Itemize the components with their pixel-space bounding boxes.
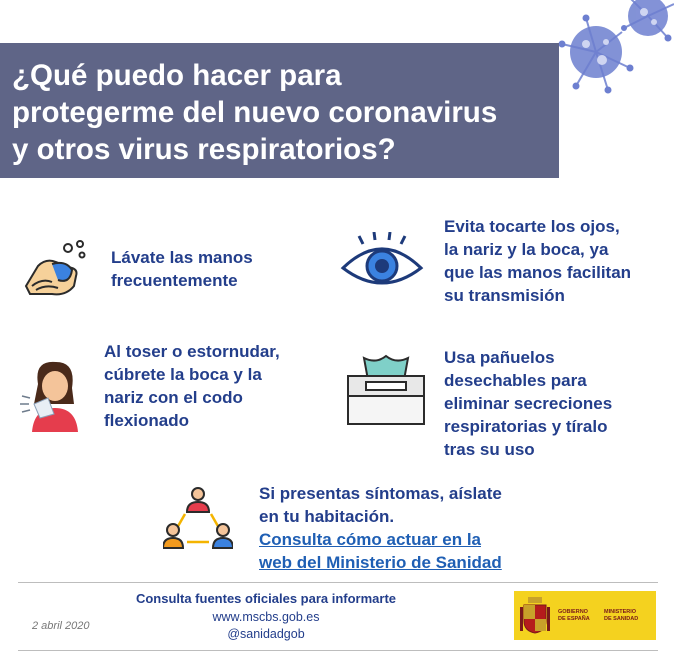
twitter-handle[interactable]: @sanidadgob xyxy=(227,627,305,641)
tip-symptoms-line: en tu habitación. xyxy=(259,507,395,526)
tip-cough-line: flexionado xyxy=(104,411,190,430)
tissue-box-icon xyxy=(346,352,426,426)
isolation-people-icon xyxy=(163,486,233,554)
footer-divider-top xyxy=(18,582,658,583)
tip-cough-line: cúbrete la boca y la xyxy=(104,365,262,384)
eye-icon xyxy=(339,232,425,290)
tip-cough-line: nariz con el codo xyxy=(104,388,243,407)
tip-use-tissues xyxy=(444,346,612,461)
tip-tissues-line: Usa pañuelos xyxy=(444,348,555,367)
tip-eyes-line: Evita tocarte los ojos, xyxy=(444,217,620,236)
tip-wash-hands xyxy=(111,246,253,292)
gov-label-right: MINISTERIO DE SANIDAD xyxy=(604,609,639,622)
ministry-link[interactable]: web del Ministerio de Sanidad xyxy=(259,553,502,572)
tip-eyes-line: la nariz y la boca, ya xyxy=(444,240,609,259)
coat-of-arms-icon xyxy=(520,597,550,634)
footer-divider-bottom xyxy=(18,650,658,651)
tip-tissues-line: respiratorias y tíralo xyxy=(444,417,608,436)
title-line-1: ¿Qué puedo hacer para xyxy=(12,59,342,92)
tip-wash-line: Lávate las manos xyxy=(111,248,253,267)
tip-tissues-line: tras su uso xyxy=(444,440,535,459)
gov-label-left: GOBIERNO DE ESPAÑA xyxy=(558,609,590,622)
title-line-3: y otros virus respiratorios? xyxy=(12,133,396,166)
tip-eyes-line: que las manos facilitan xyxy=(444,263,632,282)
government-logo xyxy=(514,591,656,640)
tip-cover-cough xyxy=(104,340,280,432)
ministry-link[interactable]: Consulta cómo actuar en la xyxy=(259,530,481,549)
coronavirus-icon xyxy=(556,0,674,104)
tip-symptoms-line: Si presentas síntomas, aíslate xyxy=(259,484,502,503)
title-line-2: protegerme del nuevo coronavirus xyxy=(12,96,498,129)
hand-washing-icon xyxy=(22,238,90,300)
tip-avoid-touching xyxy=(444,215,631,307)
tip-eyes-line: su transmisión xyxy=(444,286,565,305)
tip-wash-line: frecuentemente xyxy=(111,271,238,290)
website-link[interactable]: www.mscbs.gob.es xyxy=(212,610,320,624)
tip-isolate xyxy=(259,482,502,574)
tip-cough-line: Al toser o estornudar, xyxy=(104,342,280,361)
tip-tissues-line: desechables para xyxy=(444,371,587,390)
footer-title: Consulta fuentes oficiales para informarte xyxy=(135,591,397,606)
sneezing-person-icon xyxy=(20,358,86,432)
publication-date: 2 abril 2020 xyxy=(32,620,90,632)
tip-tissues-line: eliminar secreciones xyxy=(444,394,613,413)
page-title xyxy=(0,43,559,178)
